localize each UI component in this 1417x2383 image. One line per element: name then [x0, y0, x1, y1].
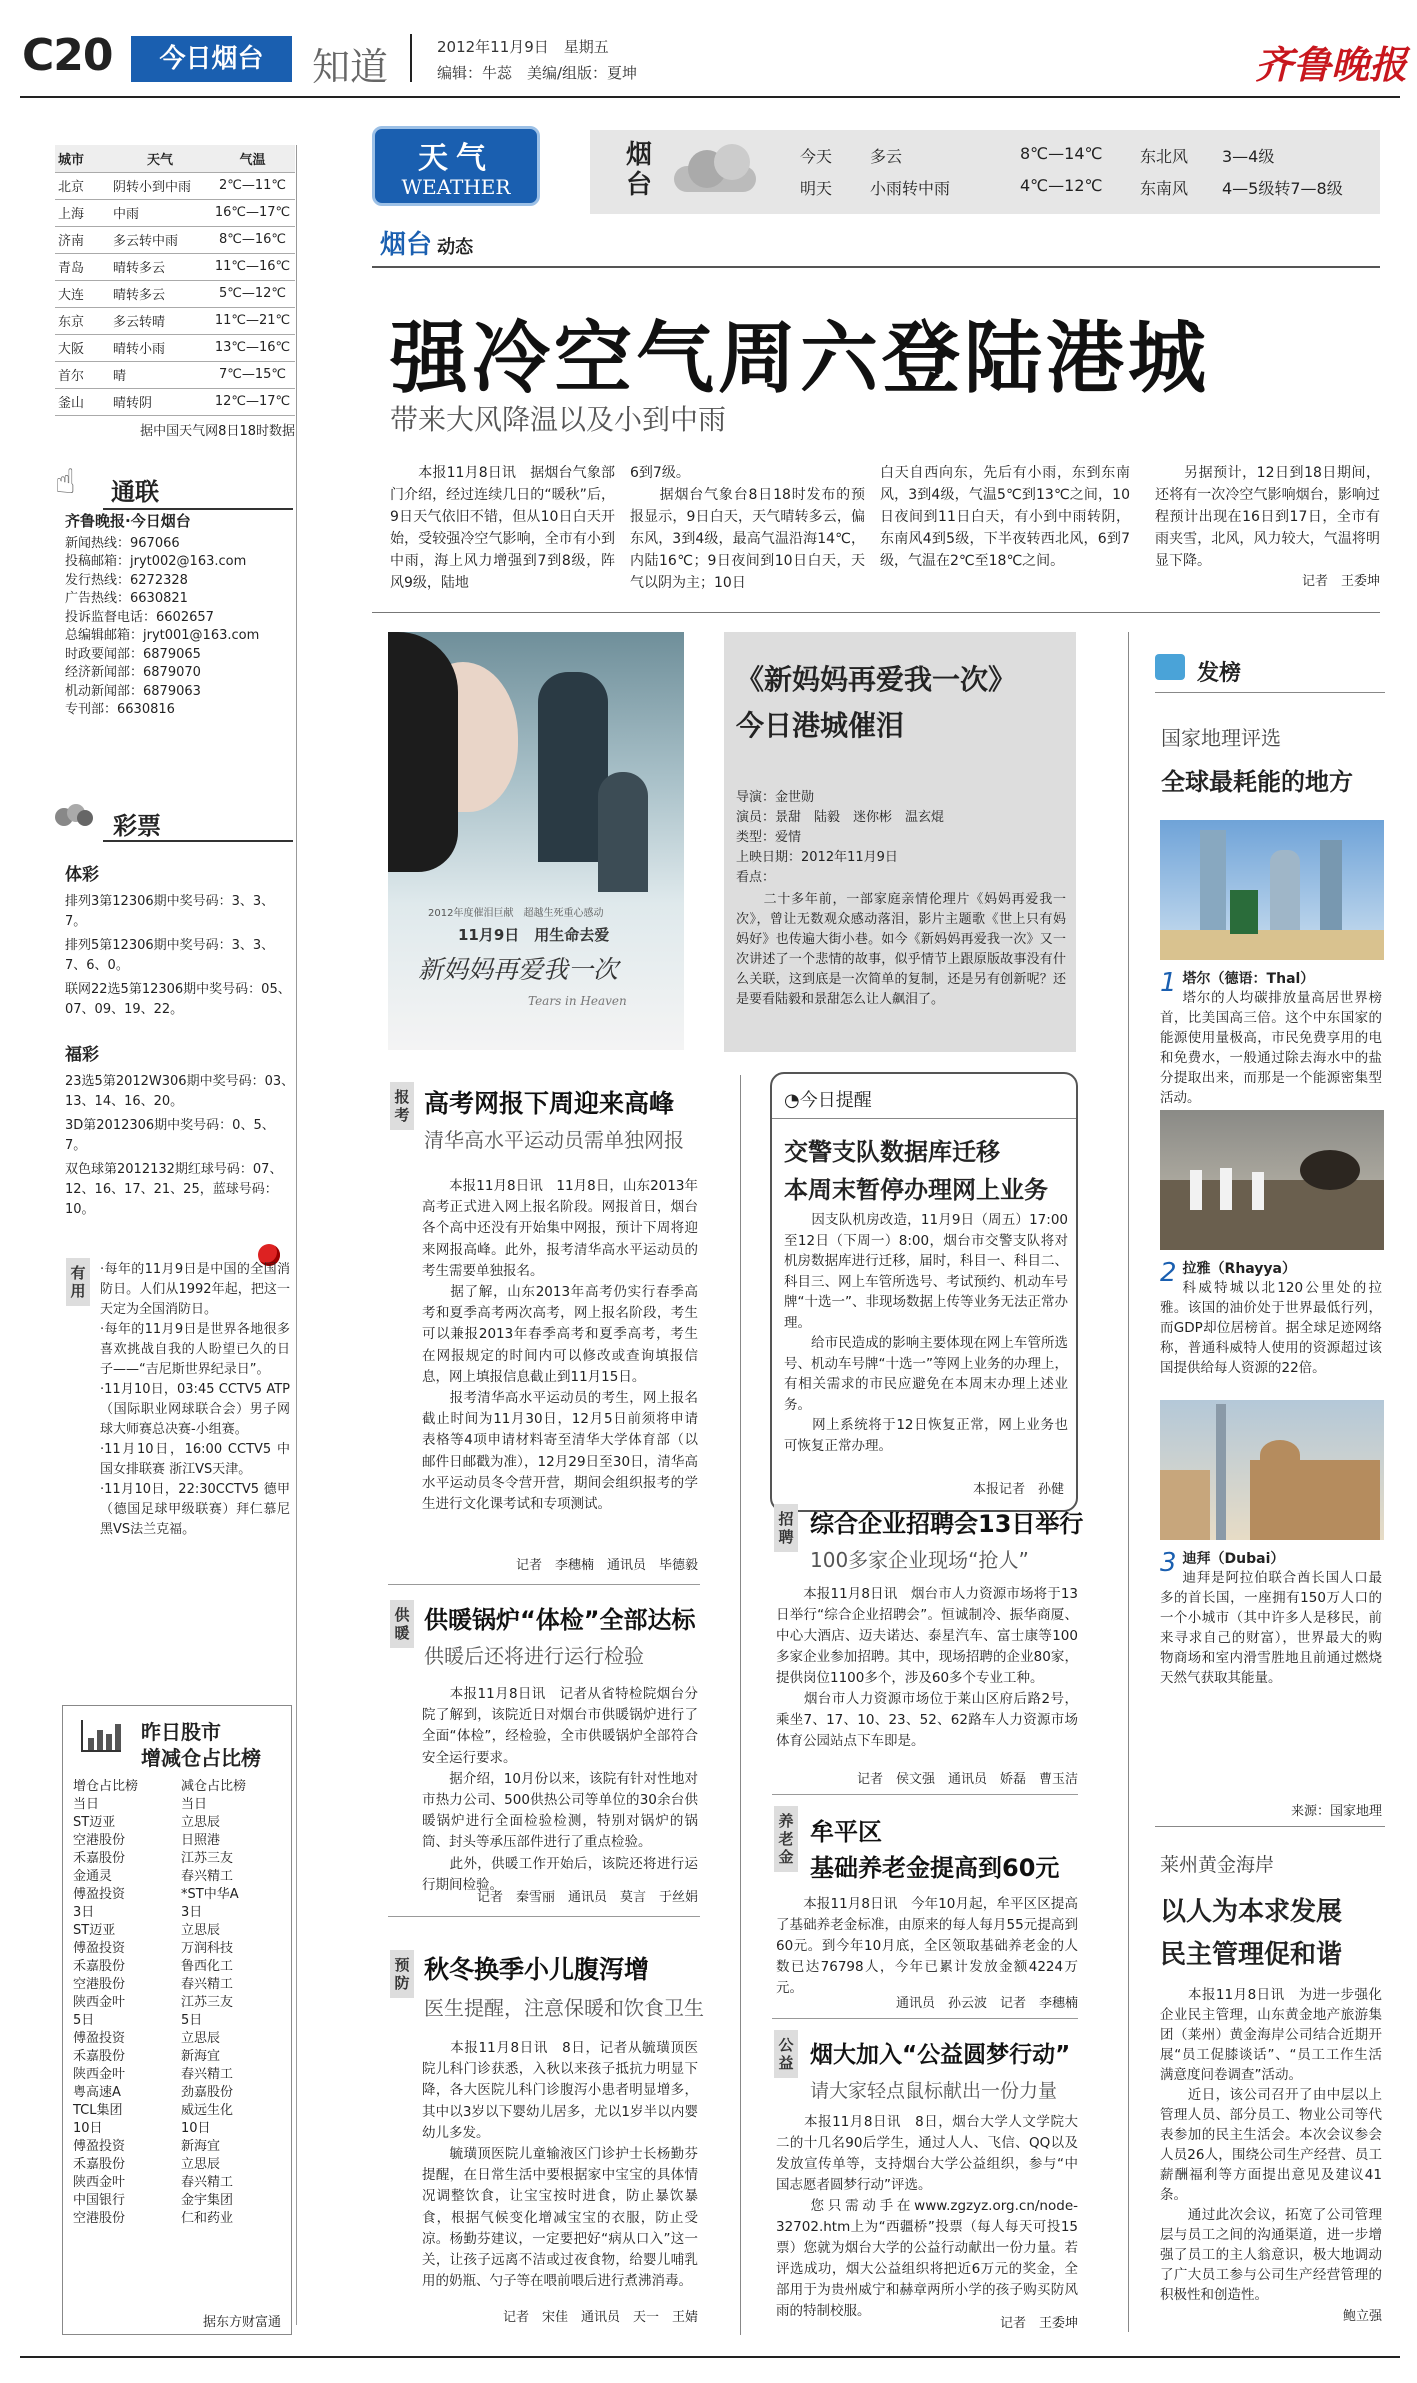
- stock-increase-list: [73, 1778, 178, 2228]
- lottery-category: 福彩: [65, 1045, 99, 1065]
- heating-subhead: 供暖后还将进行运行检验: [424, 1644, 644, 1668]
- prevent-tag: 预防: [390, 1950, 414, 1998]
- item-number: 2: [1160, 1258, 1177, 1288]
- newspaper-logo: 齐鲁晚报: [1255, 42, 1408, 87]
- weather-row: [55, 253, 295, 280]
- weather-row: [55, 388, 295, 415]
- stock-entry: 万润科技: [181, 1941, 234, 1956]
- stock-entry: 春兴精工: [181, 2175, 234, 2190]
- lottery-category: 体彩: [65, 865, 99, 885]
- stock-entry: 空港股份: [73, 1833, 126, 1848]
- charity-tag: 公益: [774, 2030, 798, 2078]
- heating-tag: 供暖: [390, 1600, 414, 1648]
- movie-meta-line: 上映日期：2012年11月9日: [736, 850, 898, 865]
- stock-entry: 立思辰: [181, 1815, 221, 1830]
- stock-entry: 5日: [181, 2013, 203, 2028]
- stock-entry: 10日: [181, 2121, 211, 2136]
- weather-row: [55, 172, 295, 199]
- contact-line: 总编辑邮箱：jryt001@163.com: [65, 628, 260, 643]
- gaokao-byline: 记者 李穗楠 通讯员 毕德毅: [515, 1558, 698, 1573]
- lottery-result: 排列3第12306期中奖号码：3、3、7。: [65, 894, 275, 929]
- stock-entry: ST迈亚: [73, 1815, 116, 1830]
- fabang-source: 来源：国家地理: [1290, 1804, 1382, 1819]
- wind-direction: 东南风: [1140, 179, 1189, 198]
- temp-cell: 12℃—17℃: [210, 388, 295, 415]
- weather-title-cn: 天气: [418, 141, 494, 176]
- weather-row: [55, 199, 295, 226]
- city-cell: 北京: [55, 172, 110, 199]
- notice-headline-1: 交警支队数据库迁移: [784, 1138, 1000, 1166]
- contact-line: 广告热线：6630821: [65, 591, 188, 606]
- item-name: 塔尔（德语：Thal）: [1182, 971, 1315, 987]
- laizhou-body: 本报11月8日讯 为进一步强化企业民主管理，山东黄金地产旅游集团（莱州）黄金海岸公司结合近期开展“员工促膝谈话”、“员工工作生活满意度问卷调查”活动。 近日，该公司召开了由中层以上管理人员、部分员工、物业公司等代表参加的民主生活会。本次会议参会人员26人，围绕公司生产经营、员工薪酬福利等方面提出意见及建议41条。 通过此次会议，拓宽了公司管理层与员工之间的沟通渠道，进一步增强了员工的主人翁意识，极大地调动了广大员工参与公司生产经营管理的积极性和创造性。: [1160, 1987, 1382, 2303]
- temp-cell: 16℃—17℃: [210, 199, 295, 226]
- weather-cell: 晴: [110, 361, 210, 388]
- weather-cell: 多云转中雨: [110, 226, 210, 253]
- weather-cell: 阴转小到中雨: [110, 172, 210, 199]
- weather-cell: 晴转多云: [110, 253, 210, 280]
- kicker-main: 烟台: [380, 230, 433, 260]
- stock-entry: 当日: [181, 1797, 208, 1812]
- contact-title: 通联: [111, 478, 159, 506]
- stock-entry: 3日: [181, 1905, 203, 1920]
- weather-cell: 多云转晴: [110, 307, 210, 334]
- stock-entry: 金宇集团: [181, 2193, 234, 2208]
- temp-cell: 11℃—21℃: [210, 307, 295, 334]
- stock-entry: 当日: [73, 1797, 100, 1812]
- lead-col-3: 白天自西向东，先后有小雨，东到东南风，3到4级，气温5℃到13℃之间，10日夜间到11日白天，有小到中雨转阴，东南风4到5级，下半夜转西北风，6到7级，气温在2℃至18℃之间。: [880, 465, 1130, 569]
- lottery-result: 3D第2012306期中奖号码：0、5、7。: [65, 1118, 275, 1153]
- stock-entry: 禾嘉股份: [73, 1959, 126, 1974]
- contact-line: 机动新闻部：6879063: [65, 683, 201, 699]
- stock-entry: 日照港: [181, 1833, 221, 1848]
- contact-line: 齐鲁晚报·今日烟台: [65, 512, 191, 530]
- movie-meta-line: 看点：: [736, 870, 776, 885]
- pension-headline-1: 牟平区: [810, 1818, 882, 1846]
- temp-cell: 2℃—11℃: [210, 172, 295, 199]
- jobs-subhead: 100多家企业现场“抢人”: [810, 1548, 1029, 1572]
- poster-title: 新妈妈再爱我一次: [418, 955, 619, 984]
- weather-row: [55, 307, 295, 334]
- masthead: [0, 0, 1417, 96]
- contact-line: 经济新闻部：6879070: [65, 665, 201, 680]
- prevent-subhead: 医生提醒，注意保暖和饮食卫生: [424, 1996, 704, 2020]
- notice-body: 因支队机房改造，11月9日（周五）17:00至12日（下周一）8:00，烟台市交警支队将对机房数据库进行迁移，届时，科目一、科目二、科目三、网上车管所选号、考试预约、机动车号牌“十选一”、非现场数据上传等业务无法正常办理。 给市民造成的影响主要体现在网上车管所选号、机动车号牌“十选一”等网上业务的办理上，有相关需求的市民应避免在本周末办理上述业务。 网上系统将于12日恢复正常，网上业务也可恢复正常办理。: [784, 1212, 1068, 1454]
- gaokao-headline: 高考网报下周迎来高峰: [424, 1089, 675, 1118]
- stocks-title: 昨日股市: [141, 1720, 221, 1744]
- stock-entry: 金通灵: [73, 1869, 113, 1884]
- movie-poster: [388, 632, 684, 1050]
- stock-entry: 立思辰: [181, 2157, 221, 2172]
- stock-entry: 春兴精工: [181, 2067, 234, 2082]
- item-name: 拉雅（Rhayya）: [1182, 1261, 1297, 1277]
- poster-title-en: Tears in Heaven: [528, 994, 627, 1008]
- notice-box: [770, 1072, 1078, 1512]
- col-header-weather: 天气: [110, 145, 210, 172]
- stock-entry: 傅盈投资: [73, 2139, 126, 2154]
- gaokao-subhead: 清华高水平运动员需单独网报: [424, 1128, 684, 1152]
- stock-entry: 禾嘉股份: [73, 2157, 126, 2172]
- charity-subhead: 请大家轻点鼠标献出一份力量: [810, 2080, 1058, 2102]
- movie-headline-2: 今日港城催泪: [736, 709, 905, 742]
- charity-body: 本报11月8日讯 8日，烟台大学人文学院大二的十几名90后学生，通过人人、飞信、QQ以及发放宣传单等，支持烟台大学公益组织，参与“中国志愿者圆梦行动”评选。 您只需动手在www.zgzyz.org.cn/node-32702.htm上为“西疆桥”投票（每人每天可投15票）您就为烟台大学的公益行动献出一份力量。若评选成功，烟大公益组织将把近6万元的奖金，全部用于为贵州威宁和赫章两所小学的孩子购买防风雨的特制校服。: [776, 2114, 1078, 2319]
- stocks-box: [62, 1705, 292, 2335]
- prevent-byline: 记者 宋佳 通讯员 天一 王婧: [502, 2310, 698, 2325]
- item-text: 科威特城以北120公里处的拉雅。该国的油价处于世界最低行列，而GDP却位居榜首。据全球足迹网络称，普通科威特人使用的资源超过该国提供给每人资源的22倍。: [1160, 1280, 1382, 1376]
- photo-dubai: [1160, 1400, 1384, 1540]
- weather-title-en: WEATHER: [401, 175, 511, 199]
- stock-entry: 粤高速A: [73, 2085, 121, 2100]
- photo-qatar: [1160, 820, 1384, 960]
- pension-body: 本报11月8日讯 今年10月起，牟平区区提高了基础养老金标准，由原来的每人每月55元提高到60元。到今年10月底，全区领取基础养老金的人数已达76798人，今年已累计发放金额4224万元。: [776, 1896, 1078, 1996]
- col-header-city: 城市: [55, 145, 110, 172]
- stock-entry: 陕西金叶: [73, 1995, 126, 2010]
- stock-entry: 立思辰: [181, 2031, 221, 2046]
- stock-entry: 5日: [73, 2013, 95, 2028]
- stock-entry: 劲嘉股份: [181, 2085, 234, 2100]
- stock-entry: TCL集团: [73, 2103, 123, 2118]
- weather-logo: [372, 126, 540, 206]
- wind-direction: 东北风: [1140, 147, 1189, 166]
- local-weather-box: [590, 130, 1380, 214]
- movie-meta-line: 演员：景甜 陆毅 迷你彬 温玄焜: [736, 810, 945, 825]
- stock-entry: 陕西金叶: [73, 2175, 126, 2190]
- lead-subhead: 带来大风降温以及小到中雨: [390, 403, 727, 436]
- lead-col-1: 本报11月8日讯 据烟台气象部门介绍，经过连续几日的“暖秋”后，9日天气依旧不错，但从10日白天开始，受较强冷空气影响，全市有小到中雨，海上风力增强到7到8级，阵风9级，陆地: [390, 465, 615, 591]
- jobs-tag: 招聘: [774, 1504, 798, 1552]
- laizhou-byline: 鲍立强: [1342, 2309, 1382, 2324]
- stock-entry: 春兴精工: [181, 1869, 234, 1884]
- contact-line: 投稿邮箱：jryt002@163.com: [65, 554, 247, 569]
- lead-col-2: 6到7级。 据烟台气象台8日18时发布的预报显示，9日白天，天气晴转多云，偏东风，3到4级，最高气温沿海14℃，内陆16℃；9日夜间到10日白天，天气以阴为主；10日: [630, 465, 865, 591]
- stock-entry: 江苏三友: [181, 1851, 234, 1866]
- movie-headline-1: 《新妈妈再爱我一次》: [736, 663, 1017, 696]
- stock-entry: 陕西金叶: [73, 2067, 126, 2082]
- weather-source: 据中国天气网8日18时数据: [140, 423, 295, 439]
- stock-entry: 10日: [73, 2121, 103, 2136]
- wind-level: 4—5级转7—8级: [1222, 179, 1343, 198]
- laizhou-headline-1: 以人为本求发展: [1160, 1897, 1343, 1927]
- local-weather-row: [800, 172, 1380, 204]
- local-weather-row: [800, 140, 1380, 172]
- stocks-source: 据东方财富通: [202, 2315, 281, 2330]
- lottery-title: 彩票: [113, 812, 161, 840]
- stock-entry: 禾嘉股份: [73, 1851, 126, 1866]
- weather-row: [55, 280, 295, 307]
- gaokao-body: 本报11月8日讯 11月8日，山东2013年高考正式进入网上报名阶段。网报首日，烟台各个高中还没有开始集中网报，预计下周将迎来网报高峰。此外，报考清华高水平运动员的考生需要单独报名。 据了解，山东2013年高考仍实行春季高考和夏季高考两次高考，网上报名阶段，考生可以兼报2013年春季高考和夏季高考，考生在网报规定的时间内可以修改或查询填报信息，网上填报信息截止到11月15日。 报考清华高水平运动员的考生，网上报名截止时间为11月30日，12月5日前须将申请表格等4项申请材料寄至清华大学体育部（以邮件日邮戳为准），12月29日至30日，清华高水平运动员冬令营开营，期间会组织报考的学生进行文化课考试和专项测试。: [422, 1178, 698, 1513]
- item-text: 迪拜是阿拉伯联合酋长国人口最多的首长国，一座拥有150万人口的一个小城市（其中许多人是移民，前来寻求自己的财富），世界最大的购物商场和室内滑雪胜地且前通过燃烧天然气获取其能量。: [1160, 1570, 1382, 1686]
- lottery-result: 23选5第2012W306期中奖号码：03、13、14、16、20。: [65, 1074, 295, 1109]
- contact-line: 投诉监督电话：6602657: [65, 609, 214, 625]
- section-badge: 今日烟台: [131, 36, 292, 82]
- stock-decrease-list: [181, 1778, 286, 2228]
- heating-byline: 记者 秦雪丽 通讯员 莫言 于丝娟: [476, 1890, 698, 1905]
- movie-info-box: [724, 632, 1076, 1052]
- day-label: 今天: [800, 147, 833, 166]
- contact-lines: [65, 512, 295, 720]
- movie-body: 二十多年前，一部家庭亲情伦理片《妈妈再爱我一次》，曾让无数观众感动落泪，影片主题歌《世上只有妈妈好》也传遍大街小巷。如今《新妈妈再爱我一次》又一次讲述了一个悲情的故事，似乎情节上跟原版故事没有什么关联，这到底是一次简单的复制，还是另有创新呢？还是要看陆毅和景甜怎么让人飙泪了。: [736, 892, 1066, 1007]
- movie-meta-line: 导演：金世勋: [736, 790, 815, 805]
- stock-entry: 仁和药业: [181, 2211, 234, 2226]
- issue-date: 2012年11月9日 星期五: [437, 38, 609, 56]
- stock-entry: 禾嘉股份: [73, 2049, 126, 2064]
- weather-row: [55, 361, 295, 388]
- weather-row: [55, 334, 295, 361]
- city-cell: 首尔: [55, 361, 110, 388]
- lead-kicker: [380, 224, 473, 261]
- temp-cell: 5℃—12℃: [210, 280, 295, 307]
- charity-headline: 烟大加入“公益圆梦行动”: [810, 2042, 1071, 2068]
- city-cell: 大阪: [55, 334, 110, 361]
- city-cell: 青岛: [55, 253, 110, 280]
- fabang-item-3: [1160, 1548, 1382, 1688]
- lead-byline: 记者 王委坤: [1301, 574, 1380, 589]
- stock-entry: 傅盈投资: [73, 2031, 126, 2046]
- contact-line: 新闻热线：967066: [65, 535, 180, 551]
- temperature: 4℃—12℃: [1020, 176, 1103, 195]
- stock-entry: 空港股份: [73, 1977, 126, 1992]
- hand-pointer-icon: ☝: [55, 462, 76, 502]
- page-number: C20: [22, 30, 113, 81]
- city-cell: 济南: [55, 226, 110, 253]
- pension-byline: 通讯员 孙云波 记者 李穗楠: [895, 1996, 1078, 2011]
- useful-text: ·每年的11月9日是中国的全国消防日。人们从1992年起，把这一天定为全国消防日。 ·每年的11月9日是世界各地很多喜欢挑战自我的人盼望已久的日子——“吉尼斯世界纪录日”。 ·11月10日，03:45 CCTV5 ATP（国际职业网球联合会）男子网球大师赛总决赛-小组赛。 ·11月10日，16:00 CCTV5 中国女排联赛 浙江VS天津。 ·11月10日，22:30CCTV5 德甲（德国足球甲级联赛）拜仁慕尼黑VS法兰克福。: [100, 1262, 290, 1537]
- weather-cell: 晴转阴: [110, 388, 210, 415]
- fabang-kicker: 国家地理评选: [1161, 726, 1281, 750]
- weather-cell: 晴转小雨: [110, 334, 210, 361]
- useful-info-box: [58, 1250, 294, 1680]
- temp-cell: 8℃—16℃: [210, 226, 295, 253]
- day-label: 明天: [800, 179, 833, 198]
- stock-chart-icon: [81, 1720, 121, 1752]
- jobs-body: 本报11月8日讯 烟台市人力资源市场将于13日举行“综合企业招聘会”。恒诚制冷、振华商厦、中心大酒店、迈夫诺达、泰星汽车、富士康等100多家企业参加招聘。其中，现场招聘的企业80家，提供岗位1100多个，涉及60多个专业工种。 烟台市人力资源市场位于莱山区府后路2号，乘坐7、17、10、23、52、62路车人力资源市场体育公园站点下车即是。: [776, 1586, 1078, 1749]
- item-text: 塔尔的人均碳排放量高居世界榜首，比美国高三倍。这个中东国家的能源使用量极高，市民免费享用的电和免费水，一般通过除去海水中的盐分提取出来，而那是一个能源密集型活动。: [1160, 990, 1382, 1106]
- notice-tag: [784, 1086, 872, 1112]
- item-number: 3: [1160, 1548, 1177, 1578]
- city-cell: 上海: [55, 199, 110, 226]
- stock-entry: 江苏三友: [181, 1995, 234, 2010]
- clock-icon: ◔: [784, 1090, 800, 1111]
- stock-entry: 春兴精工: [181, 1977, 234, 1992]
- city-cell: 大连: [55, 280, 110, 307]
- weather-row: [55, 226, 295, 253]
- jobs-headline: 综合企业招聘会13日举行: [810, 1510, 1084, 1538]
- wind-level: 3—4级: [1222, 147, 1275, 166]
- item-number: 1: [1160, 968, 1177, 998]
- laizhou-kicker: 莱州黄金海岸: [1160, 1854, 1275, 1876]
- stocks-subtitle: 增减仓占比榜: [141, 1746, 261, 1770]
- local-city: 烟台: [626, 140, 653, 200]
- kicker-sub: 动态: [437, 237, 474, 258]
- movie-meta-line: 类型：爱情: [736, 830, 802, 845]
- editors-line: 编辑：牛蕊 美编/组版：夏坤: [437, 64, 638, 82]
- stock-entry: 3日: [73, 1905, 95, 1920]
- lottery-result: 排列5第12306期中奖号码：3、3、7、6、0。: [65, 938, 275, 973]
- useful-tag: 有用: [66, 1258, 90, 1306]
- fabang-item-1: [1160, 968, 1382, 1108]
- stock-entry: 鲁西化工: [181, 1959, 234, 1974]
- lottery-result: 联网22选5第12306期中奖号码：05、07、09、19、22。: [65, 982, 291, 1017]
- stock-entry: 增仓占比榜: [73, 1779, 139, 1794]
- temperature: 8℃—14℃: [1020, 144, 1103, 163]
- contact-line: 时政要闻部：6879065: [65, 646, 201, 662]
- world-weather-table: [55, 145, 295, 439]
- lead-headline: 强冷空气周六登陆港城: [390, 314, 1211, 404]
- notice-headline-2: 本周末暂停办理网上业务: [784, 1176, 1048, 1204]
- contact-line: 专刊部：6630816: [65, 702, 175, 717]
- temp-cell: 7℃—15℃: [210, 361, 295, 388]
- poster-hair: [388, 632, 458, 872]
- stock-entry: 新海宜: [181, 2139, 221, 2154]
- weather-cell: 晴转多云: [110, 280, 210, 307]
- puzzle-icon: [1155, 654, 1185, 680]
- gaokao-tag: 报考: [390, 1082, 414, 1130]
- poster-child: [598, 772, 648, 892]
- heating-body: 本报11月8日讯 记者从省特检院烟台分院了解到，该院近日对烟台市供暖锅炉进行了全面“体检”，经检验，全市供暖锅炉全部符合安全运行要求。 据介绍，10月份以来，该院有针对性地对市热力公司、500供热公司等单位的30余台供暖锅炉进行全面检验检测，特别对锅炉的锅筒、封头等承压部件进行了重点检验。 此外，供暖工作开始后，该院还将进行运行期间检验。: [422, 1686, 698, 1893]
- cloud-icon: [674, 144, 760, 194]
- stock-entry: 新海宜: [181, 2049, 221, 2064]
- column-name: 知道: [312, 45, 389, 89]
- charity-byline: 记者 王委坤: [999, 2316, 1078, 2331]
- jobs-byline: 记者 侯文强 通讯员 娇磊 曹玉洁: [856, 1772, 1078, 1787]
- stock-entry: *ST中华A: [181, 1887, 239, 1902]
- laizhou-section: [1160, 1850, 1382, 2324]
- heating-headline: 供暖锅炉“体检”全部达标: [424, 1606, 696, 1634]
- notice-tag-label: 今日提醒: [799, 1090, 872, 1111]
- temp-cell: 13℃—16℃: [210, 334, 295, 361]
- lead-col-4: 另据预计，12日到18日期间，还将有一次冷空气影响烟台，影响过程预计出现在16日到17日，全市有雨夹雪，北风，风力较大，气温将明显下降。: [1155, 465, 1380, 569]
- temp-cell: 11℃—16℃: [210, 253, 295, 280]
- city-cell: 釜山: [55, 388, 110, 415]
- lottery-result: 双色球第2012132期红球号码：07、12、16、17、21、25，蓝球号码：10。: [65, 1162, 283, 1217]
- contact-line: 发行热线：6272328: [65, 572, 188, 588]
- pension-tag: 养老金: [774, 1806, 798, 1872]
- pension-headline-2: 基础养老金提高到60元: [810, 1854, 1060, 1882]
- stock-entry: 立思辰: [181, 1923, 221, 1938]
- fabang-item-2: [1160, 1258, 1382, 1378]
- stock-entry: 中国银行: [73, 2193, 126, 2208]
- laizhou-headline-2: 民主管理促和谐: [1160, 1940, 1343, 1970]
- poster-release: 11月9日 用生命去爱: [458, 926, 610, 944]
- poster-date-line: 2012年度催泪巨献 超越生死重心感动: [428, 908, 604, 919]
- weather-cell: 中雨: [110, 199, 210, 226]
- col-header-temp: 气温: [210, 145, 295, 172]
- stock-entry: 威远生化: [181, 2103, 234, 2118]
- stock-entry: ST迈亚: [73, 1923, 116, 1938]
- notice-byline: 本报记者 孙健: [972, 1482, 1064, 1497]
- condition: 多云: [870, 147, 903, 166]
- prevent-body: 本报11月8日讯 8日，记者从毓璜顶医院儿科门诊获悉，入秋以来孩子抵抗力明显下降，各大医院儿科门诊腹泻小患者明显增多，其中以3岁以下婴幼儿居多，尤以1岁半以内婴幼儿多发。 毓璜顶医院儿童输液区门诊护士长杨勤芬提醒，在日常生活中要根据家中宝宝的具体情况调整饮食，让宝宝按时进食，防止暴饮暴食，根据气候变化增减宝宝的衣服，防止受凉。杨勤芬建议，一定要把好“病从口入”这一关，让孩子远离不洁或过夜食物，给婴儿哺乳用的奶瓶、勺子等在喂前喂后进行煮沸消毒。: [422, 2040, 698, 2290]
- condition: 小雨转中雨: [870, 179, 951, 198]
- stock-entry: 傅盈投资: [73, 1941, 126, 1956]
- item-name: 迪拜（Dubai）: [1182, 1551, 1285, 1567]
- stock-entry: 空港股份: [73, 2211, 126, 2226]
- photo-kuwait: [1160, 1110, 1384, 1250]
- prevent-headline: 秋冬换季小儿腹泻增: [424, 1955, 650, 1984]
- fabang-headline: 全球最耗能的地方: [1161, 768, 1353, 796]
- lottery-balls-icon: [55, 804, 95, 830]
- stock-entry: 傅盈投资: [73, 1887, 126, 1902]
- stock-entry: 减仓占比榜: [181, 1779, 247, 1794]
- fabang-title: 发榜: [1197, 661, 1242, 686]
- city-cell: 东京: [55, 307, 110, 334]
